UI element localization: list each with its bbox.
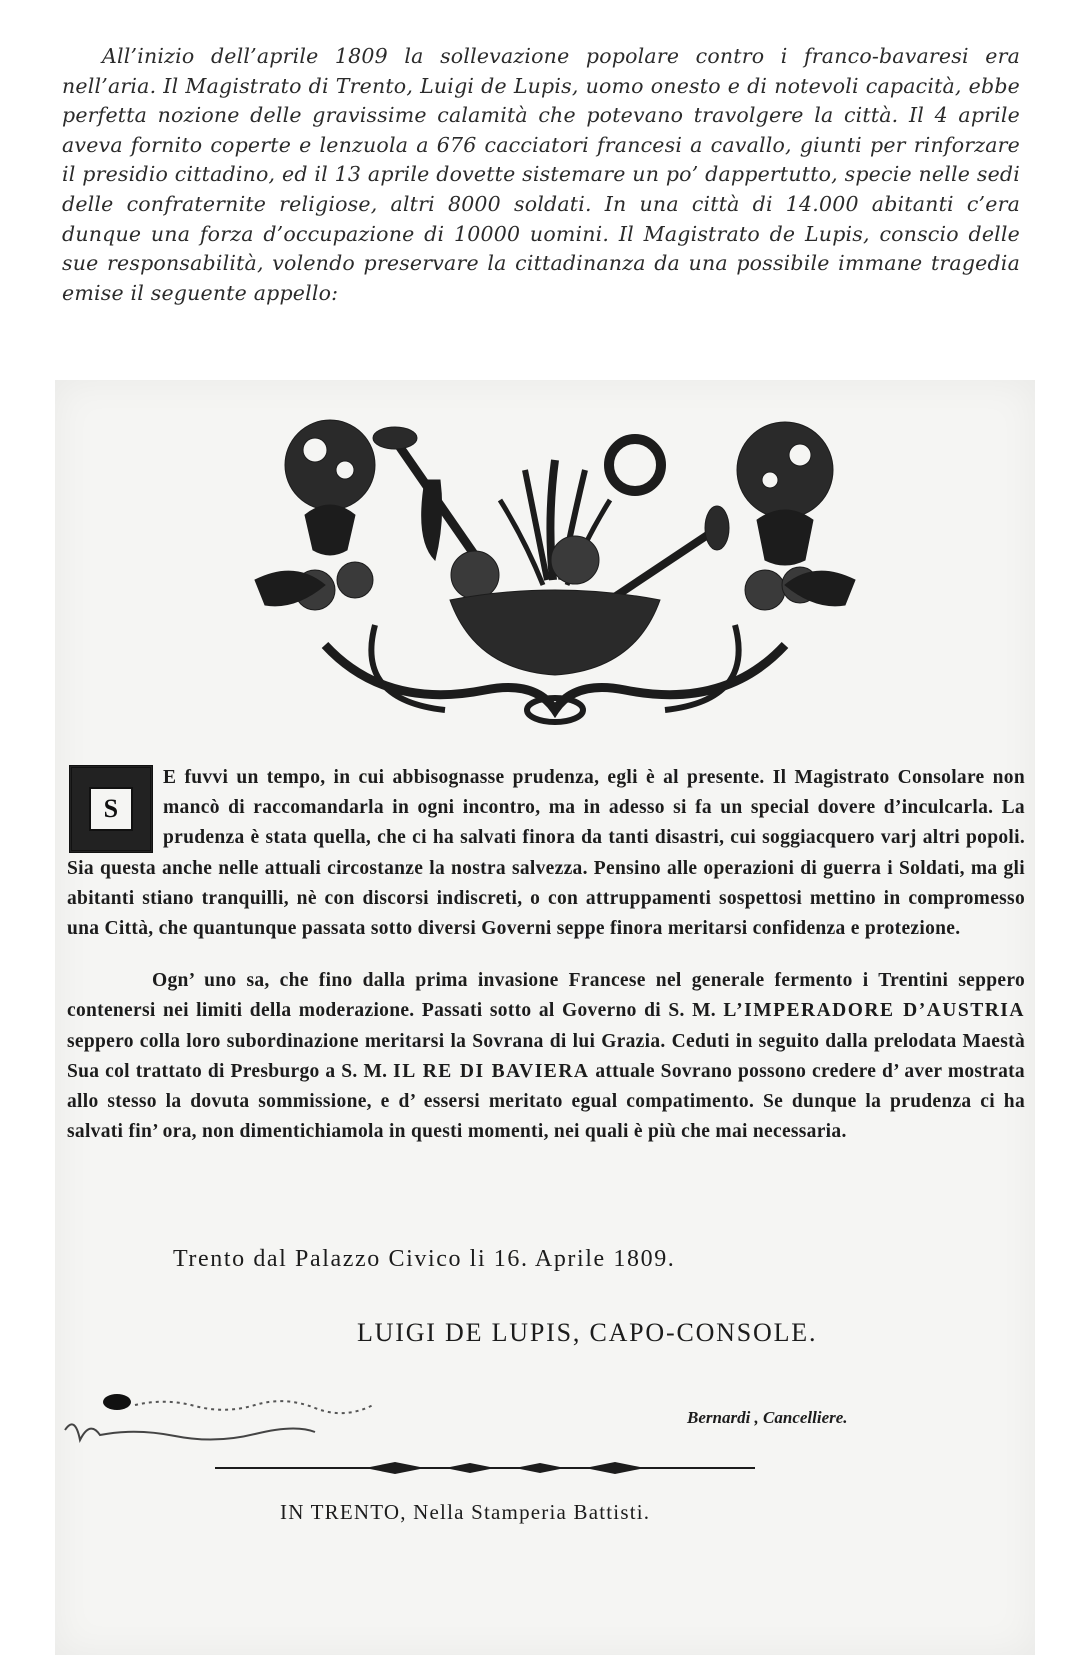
intro-text-block [62,42,1020,308]
proclamation-sheet [55,380,1035,1655]
emperor-title: L’IMPERADORE D’AUSTRIA [723,1000,1025,1022]
paragraph-2-text-a: Ogn’ uno sa, che fino dalla prima invasione Francese nel generale fermento i Trentini seppero contenersi nei limiti della moderazione. Passati sotto al Governo di S. M. [67,970,1025,1022]
printer-imprint: IN TRENTO, Nella Stamperia Battisti. [280,1500,651,1524]
decorative-rule [215,1460,755,1476]
baroque-ornament-illustration [235,410,875,740]
decorated-initial [69,765,153,853]
signature-line: LUIGI DE LUPIS, CAPO-CONSOLE. [357,1318,818,1347]
king-title: IL RE DI BAVIERA [393,1060,590,1082]
proclamation-paragraph-2 [67,966,1025,1147]
paragraph-2-text-b: seppero colla loro subordinazione meritarsi la Sovrana di lui Grazia. Ceduti in seguito dalla prelodata Maestà Sua col trattato di Presburgo a S. M. [67,1030,1025,1082]
intro-paragraph: All’inizio dell’aprile 1809 la sollevazione popolare contro i franco-bavaresi era nell’aria. Il Magistrato di Trento, Luigi de Lupis, uomo onesto e di notevoli capacità, ebbe perfetta nozione delle gravissime calamità che potevano travolgere la città. Il 4 aprile aveva fornito coperte e lenzuola a 676 cacciatori francesi a cavallo, giunti per rinforzare il presidio cittadino, ed il 13 aprile dovette sistemare un po’ dappertutto, specie nelle sedi delle confraternite religiose, altri 8000 soldati. In una città di 14.000 abitanti c’era dunque una forza d’occupazione di 10000 uomini. Il Magistrato de Lupis, conscio delle sue responsabilità, volendo preservare la cittadinanza da una possibile immane tragedia emise il seguente appello: [62,44,1020,305]
paragraph-1-text: E fuvvi un tempo, in cui abbisognasse prudenza, egli è al presente. Il Magistrato Consolare non mancò di raccomandarla in ogni incontro, ma in adesso si fa un special dovere d’inculcarla. La prudenza è stata quella, che ci ha salvati finora da tanti disastri, cui soggiacquero varj altri popoli. Sia questa anche nelle attuali circostanze la nostra salvezza. Pensino alle operazioni di guerra i Soldati, ma gli abitanti stiano tranquilli, nè con discorsi indiscreti, o con attruppamenti sospettosi mettino in compromesso una Città, che quantunque passata sotto diversi Governi seppe finora meritarsi confidenza e protezione. [67,767,1025,940]
chancellor-name: Bernardi , Cancelliere. [687,1408,848,1427]
paragraph-2-text-c: attuale Sovrano possono credere d’ aver mostrata allo stesso la dovuta sommissione, e d’ essersi meritato egual compatimento. Se dunque la prudenza ci ha salvati fin’ ora, non dimentichiamola in questi momenti, nei quali è più che mai necessaria. [67,1060,1025,1143]
proclamation-body [67,763,1025,1147]
handwritten-scribble-mark [55,1390,385,1460]
proclamation-paragraph-1 [67,763,1025,944]
initial-letter: S [89,787,133,831]
dateline: Trento dal Palazzo Civico li 16. Aprile 1809. [173,1246,676,1272]
